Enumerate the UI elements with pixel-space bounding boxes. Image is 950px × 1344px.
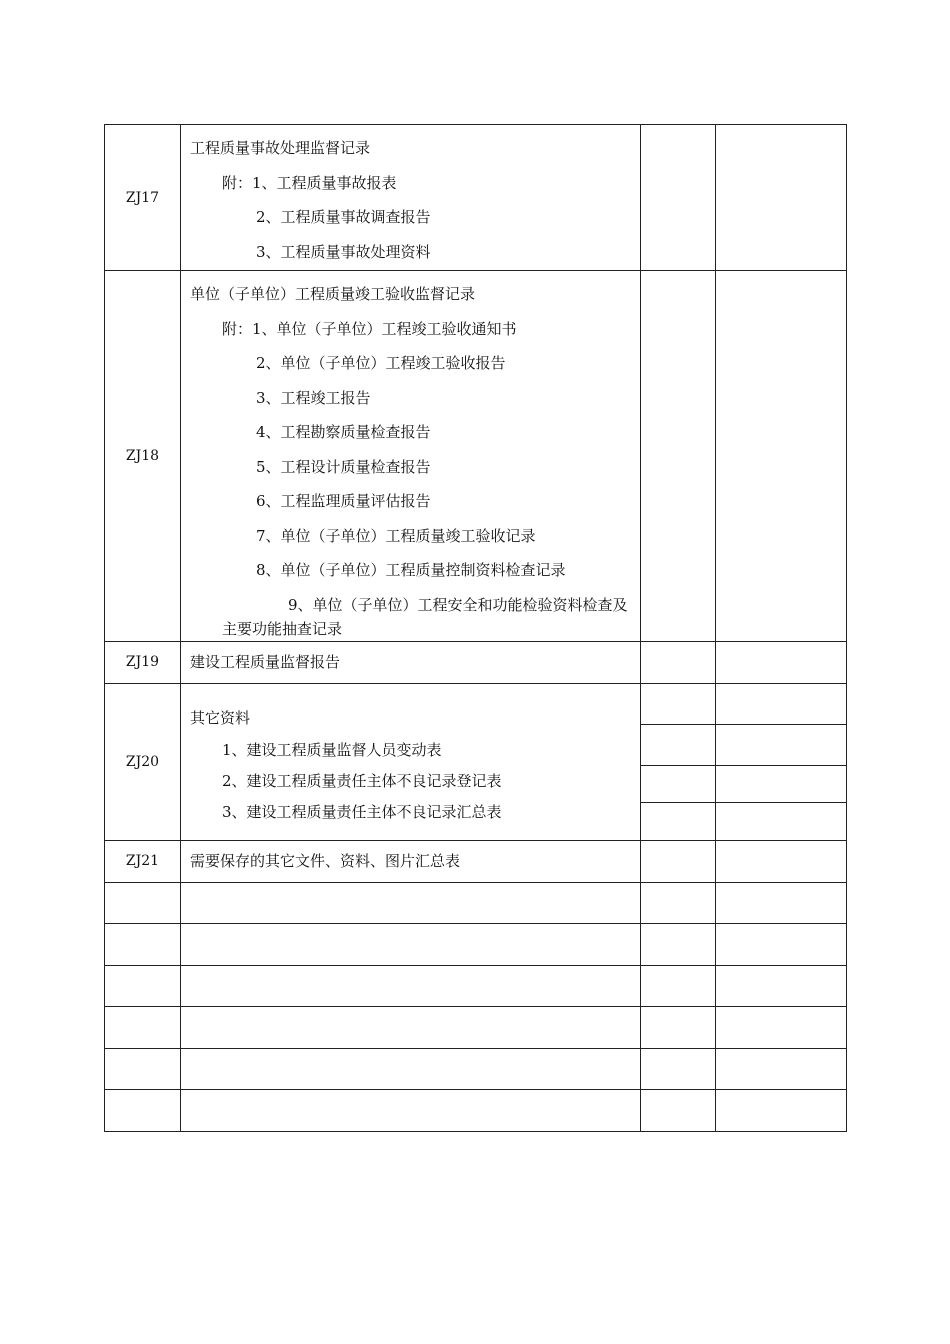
- row-title: 需要保存的其它文件、资料、图片汇总表: [190, 852, 461, 870]
- records-table-container: [104, 124, 846, 1132]
- blank-cell: [105, 923, 181, 965]
- row-title: 建设工程质量监督报告: [190, 653, 341, 671]
- table-row-zj20: [105, 683, 847, 840]
- blank-cell: [716, 766, 846, 803]
- table-row-empty: [105, 1006, 847, 1048]
- blank-cell: [716, 1006, 847, 1048]
- list-item: 7、单位（子单位）工程质量竣工验收记录: [256, 526, 536, 545]
- blank-cell: [716, 882, 847, 923]
- blank-cell: [641, 641, 716, 683]
- row-code: ZJ19: [105, 641, 181, 683]
- table-row-zj18: [105, 271, 847, 642]
- row-content: [181, 840, 641, 882]
- list-item: 2、单位（子单位）工程竣工验收报告: [256, 354, 506, 372]
- list-item: 2、工程质量事故调查报告: [256, 208, 431, 226]
- row-content: [181, 641, 641, 683]
- blank-cell: [641, 725, 715, 766]
- blank-cell: [716, 1048, 847, 1089]
- table-row-empty: [105, 923, 847, 965]
- table-row-zj19: [105, 641, 847, 683]
- blank-cell: [641, 125, 716, 271]
- list-item: 3、建设工程质量责任主体不良记录汇总表: [222, 802, 502, 821]
- blank-cell: [641, 923, 716, 965]
- blank-cell: [641, 840, 716, 882]
- blank-cell: [181, 1048, 641, 1089]
- blank-cell: [716, 271, 847, 642]
- sub-grid: [716, 684, 846, 840]
- blank-cell: [641, 1006, 716, 1048]
- blank-cell: [641, 1089, 716, 1131]
- table-row-zj21: [105, 840, 847, 882]
- table-row-empty: [105, 882, 847, 923]
- blank-cell: [716, 725, 846, 766]
- split-cell: [716, 683, 847, 840]
- list-item: 附：1、工程质量事故报表: [222, 173, 397, 192]
- list-item: 9、单位（子单位）工程安全和功能检验资料检查及主要功能抽查记录: [222, 595, 628, 638]
- list-item: 5、工程设计质量检查报告: [256, 457, 431, 476]
- row-content: [181, 271, 641, 642]
- list-item: 2、建设工程质量责任主体不良记录登记表: [222, 771, 502, 790]
- blank-cell: [181, 923, 641, 965]
- blank-cell: [641, 684, 715, 725]
- list-item: 3、工程竣工报告: [256, 388, 371, 407]
- list-item: 8、单位（子单位）工程质量控制资料检查记录: [256, 561, 566, 579]
- blank-cell: [181, 882, 641, 923]
- split-cell: [641, 683, 716, 840]
- row-code: ZJ21: [105, 840, 181, 882]
- sub-grid: [641, 684, 715, 840]
- blank-cell: [105, 1048, 181, 1089]
- blank-cell: [716, 840, 847, 882]
- list-item: 3、工程质量事故处理资料: [256, 242, 431, 261]
- row-content: [181, 125, 641, 271]
- row-title: 工程质量事故处理监督记录: [190, 139, 371, 157]
- blank-cell: [641, 882, 716, 923]
- blank-cell: [641, 766, 715, 803]
- blank-cell: [641, 965, 716, 1006]
- row-code: ZJ18: [105, 271, 181, 642]
- blank-cell: [181, 1006, 641, 1048]
- blank-cell: [716, 965, 847, 1006]
- blank-cell: [105, 882, 181, 923]
- blank-cell: [716, 125, 847, 271]
- row-title: 其它资料: [190, 708, 251, 727]
- list-item: 1、建设工程质量监督人员变动表: [222, 740, 442, 759]
- blank-cell: [716, 641, 847, 683]
- blank-cell: [641, 271, 716, 642]
- blank-cell: [716, 803, 846, 840]
- table-row-empty: [105, 1048, 847, 1089]
- records-table: [104, 124, 847, 1132]
- row-content: [181, 683, 641, 840]
- row-code: ZJ20: [105, 683, 181, 840]
- blank-cell: [716, 1089, 847, 1131]
- list-item: 附：1、单位（子单位）工程竣工验收通知书: [222, 319, 517, 338]
- blank-cell: [181, 1089, 641, 1131]
- blank-cell: [716, 684, 846, 725]
- table-row-empty: [105, 1089, 847, 1131]
- row-title: 单位（子单位）工程质量竣工验收监督记录: [190, 285, 476, 303]
- blank-cell: [105, 965, 181, 1006]
- list-item: 6、工程监理质量评估报告: [256, 492, 431, 510]
- blank-cell: [641, 1048, 716, 1089]
- row-code: ZJ17: [105, 125, 181, 271]
- table-row-empty: [105, 965, 847, 1006]
- table-row-zj17: [105, 125, 847, 271]
- list-item: 4、工程勘察质量检查报告: [256, 423, 431, 441]
- blank-cell: [641, 803, 715, 840]
- blank-cell: [105, 1089, 181, 1131]
- blank-cell: [181, 965, 641, 1006]
- blank-cell: [105, 1006, 181, 1048]
- blank-cell: [716, 923, 847, 965]
